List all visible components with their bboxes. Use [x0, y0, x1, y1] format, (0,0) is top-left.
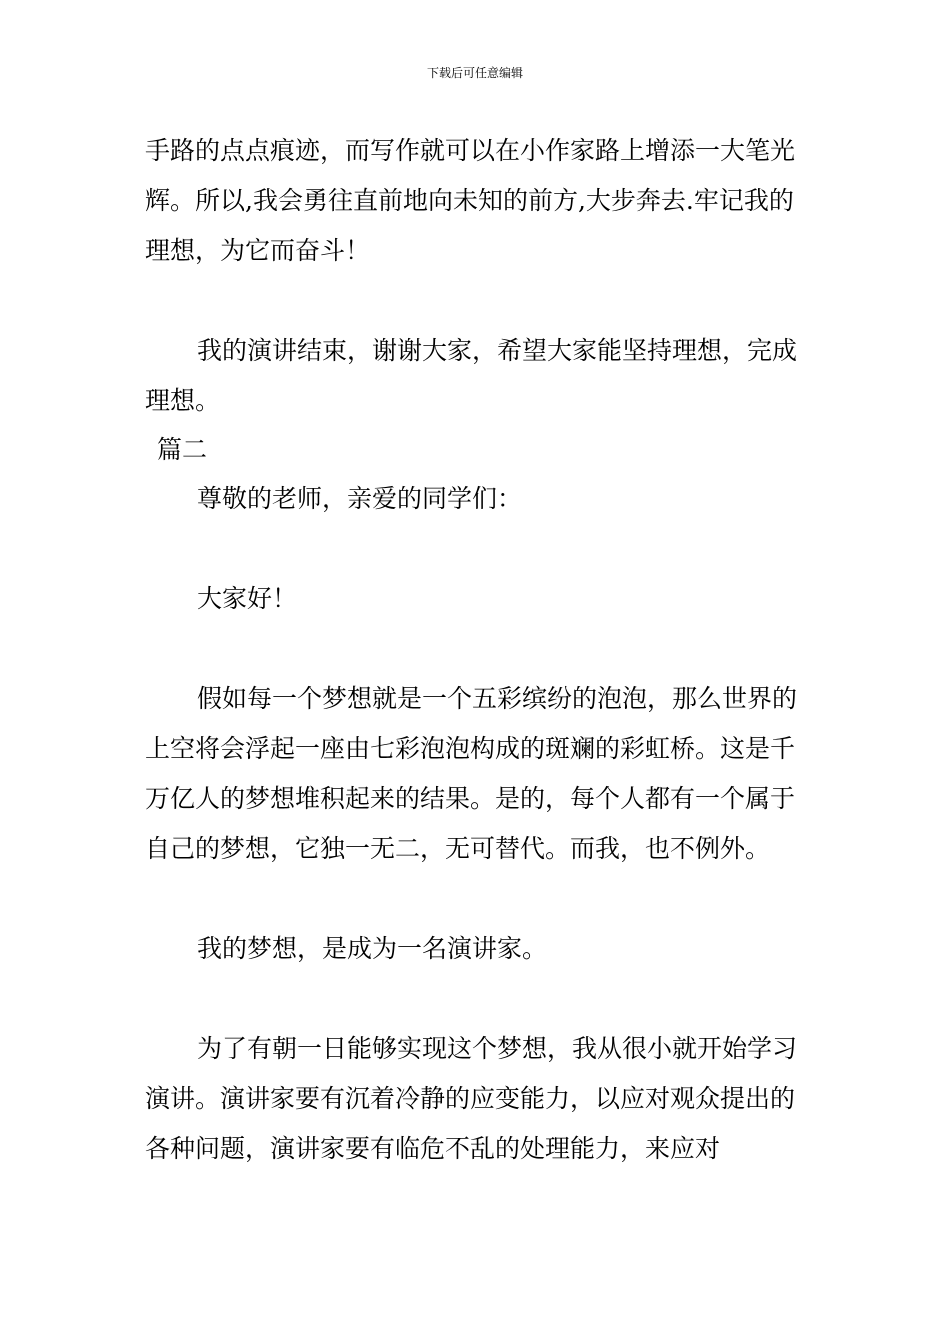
document-body	[145, 126, 807, 1174]
paragraph-learning-speech: 为了有朝一日能够实现这个梦想，我从很小就开始学习演讲。演讲家要有沉着冷静的应变能力，以应对观众提出的各种问题，演讲家要有临危不乱的处理能力，来应对	[145, 1034, 798, 1163]
section-heading: 篇二	[157, 435, 208, 464]
blank-line	[145, 624, 807, 674]
blank-line	[145, 974, 807, 1024]
paragraph-dream-bubbles: 假如每一个梦想就是一个五彩缤纷的泡泡，那么世界的上空将会浮起一座由七彩泡泡构成的斑斓的彩虹桥。这是千万亿人的梦想堆积起来的结果。是的，每个人都有一个属于自己的梦想，它独一无二，无可替代。而我，也不例外。	[145, 684, 798, 863]
paragraph-closing: 我的演讲结束，谢谢大家，希望大家能坚持理想，完成理想。	[145, 336, 798, 415]
blank-line	[145, 874, 807, 924]
paragraph-salutation: 尊敬的老师，亲爱的同学们：	[197, 484, 523, 513]
paragraph-continuation: 手路的点点痕迹，而写作就可以在小作家路上增添一大笔光辉。所以,我会勇往直前地向未知的前方,大步奔去.牢记我的理想，为它而奋斗！	[145, 136, 796, 265]
blank-line	[145, 524, 807, 574]
paragraph-dream-statement: 我的梦想，是成为一名演讲家。	[197, 934, 548, 963]
page-header-note: 下载后可任意编辑	[426, 66, 523, 80]
paragraph-greeting: 大家好！	[197, 584, 298, 613]
blank-line	[145, 276, 807, 326]
